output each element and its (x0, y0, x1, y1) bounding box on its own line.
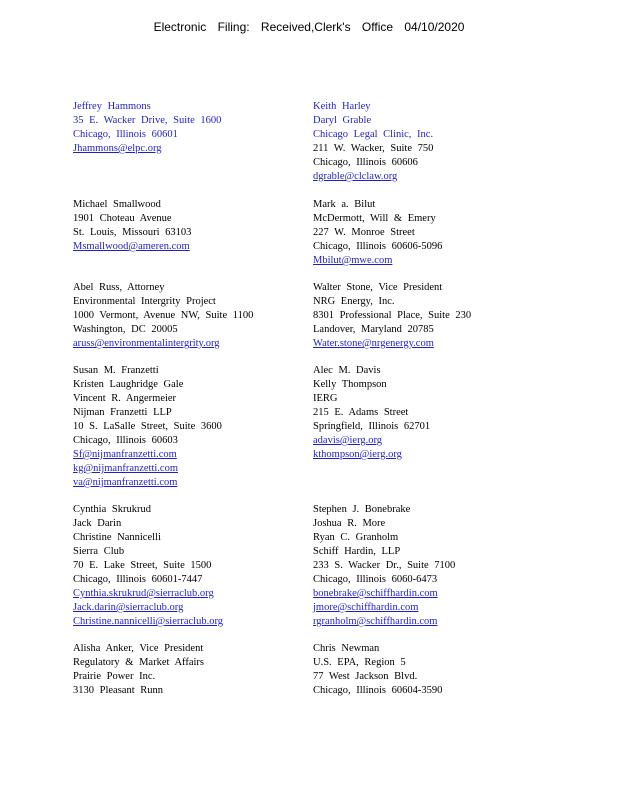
service-block-bilut (313, 198, 442, 268)
address-text: Chicago, Illinois 60606 (313, 157, 418, 168)
filing-header: Electronic Filing: Received,Clerk's Office 04/10/2020 (153, 20, 465, 34)
address-text: Daryl Grable (313, 115, 372, 126)
email-text[interactable]: Msmallwood@ameren.com (73, 241, 190, 252)
service-block-russ (73, 281, 253, 351)
address-text: 233 S. Wacker Dr., Suite 7100 (313, 560, 456, 571)
email-link[interactable] (313, 170, 433, 184)
address-line (313, 142, 433, 156)
address-text: Kristen Laughridge Gale (73, 379, 184, 390)
email-link[interactable] (73, 587, 223, 601)
address-text: 10 S. LaSalle Street, Suite 3600 (73, 421, 222, 432)
service-block-smallwood (73, 198, 191, 254)
address-text: Mark a. Bilut (313, 199, 376, 210)
address-line (73, 295, 253, 309)
address-text: Michael Smallwood (73, 199, 161, 210)
address-line (73, 517, 223, 531)
address-text: Prairie Power Inc. (73, 671, 156, 682)
address-text: 215 E. Adams Street (313, 407, 409, 418)
service-block-anker (73, 642, 204, 698)
service-block-schiff-hardin (313, 503, 455, 629)
email-text[interactable]: Jhammons@elpc.org (73, 143, 162, 154)
address-text: 1901 Choteau Avenue (73, 213, 172, 224)
address-line (313, 559, 455, 573)
email-link[interactable] (313, 434, 430, 448)
address-line (73, 128, 221, 142)
address-line (73, 670, 204, 684)
email-text[interactable]: dgrable@clclaw.org (313, 171, 398, 182)
address-text: Vincent R. Angermeier (73, 393, 177, 404)
address-line (73, 434, 222, 448)
address-text: Environmental Intergrity Project (73, 296, 216, 307)
address-line (73, 545, 223, 559)
service-block-sierra-club (73, 503, 223, 629)
address-line (313, 281, 471, 295)
address-text: Chicago, Illinois 60604-3590 (313, 685, 443, 696)
address-text: 35 E. Wacker Drive, Suite 1600 (73, 115, 222, 126)
email-link[interactable] (313, 337, 471, 351)
address-line (313, 573, 455, 587)
service-block-newman (313, 642, 442, 698)
address-text: U.S. EPA, Region 5 (313, 657, 406, 668)
address-line (73, 573, 223, 587)
address-text: Keith Harley (313, 101, 371, 112)
address-line (313, 364, 430, 378)
address-text: Abel Russ, Attorney (73, 282, 165, 293)
address-line (313, 212, 442, 226)
address-line (313, 656, 442, 670)
email-link[interactable] (73, 142, 221, 156)
email-text[interactable]: Mbilut@mwe.com (313, 255, 393, 266)
address-text: Susan M. Franzetti (73, 365, 159, 376)
address-text: Chicago, Illinois 60601 (73, 129, 178, 140)
email-link[interactable] (313, 601, 455, 615)
address-text: NRG Energy, Inc. (313, 296, 395, 307)
address-line (73, 281, 253, 295)
address-line (73, 531, 223, 545)
address-text: 227 W. Monroe Street (313, 227, 415, 238)
address-line (73, 503, 223, 517)
email-text[interactable]: va@nijmanfranzetti.com (73, 477, 178, 488)
address-text: 70 E. Lake Street, Suite 1500 (73, 560, 212, 571)
address-line (313, 226, 442, 240)
address-line (313, 517, 455, 531)
address-line (313, 323, 471, 337)
address-line (313, 503, 455, 517)
address-text: Chicago, Illinois 60606-5096 (313, 241, 443, 252)
email-text[interactable]: aruss@environmentalintergrity.org (73, 338, 220, 349)
address-line (73, 420, 222, 434)
service-block-stone (313, 281, 471, 351)
address-line (313, 156, 433, 170)
email-link[interactable] (73, 337, 253, 351)
address-line (313, 295, 471, 309)
address-line (313, 128, 433, 142)
address-line (73, 100, 221, 114)
address-line (313, 100, 433, 114)
email-link[interactable] (313, 254, 442, 268)
address-text: Chicago, Illinois 6060-6473 (313, 574, 438, 585)
address-text: Walter Stone, Vice President (313, 282, 443, 293)
address-line (73, 323, 253, 337)
address-line (313, 531, 455, 545)
email-link[interactable] (73, 240, 191, 254)
address-text: Alisha Anker, Vice President (73, 643, 204, 654)
address-text: 3130 Pleasant Runn (73, 685, 163, 696)
address-text: Chicago, Illinois 60603 (73, 435, 178, 446)
address-text: Nijman Franzetti LLP (73, 407, 172, 418)
address-text: Washington, DC 20005 (73, 324, 178, 335)
email-text[interactable]: Water.stone@nrgenergy.com (313, 338, 434, 349)
email-text[interactable]: kthompson@ierg.org (313, 449, 402, 460)
address-text: Cynthia Skrukrud (73, 504, 151, 515)
address-text: Chris Newman (313, 643, 380, 654)
address-line (73, 642, 204, 656)
email-text[interactable]: kg@nijmanfranzetti.com (73, 463, 179, 474)
email-link[interactable] (73, 601, 223, 615)
email-text[interactable]: rgranholm@schiffhardin.com (313, 616, 438, 627)
address-line (73, 656, 204, 670)
address-line (73, 378, 222, 392)
address-text: Springfield, Illinois 62701 (313, 421, 431, 432)
address-line (313, 114, 433, 128)
email-link[interactable] (73, 462, 222, 476)
address-text: Joshua R. More (313, 518, 386, 529)
email-text[interactable]: Jack.darin@sierraclub.org (73, 602, 184, 613)
address-line (73, 212, 191, 226)
address-text: Landover, Maryland 20785 (313, 324, 434, 335)
address-line (73, 114, 221, 128)
address-text: Jack Darin (73, 518, 122, 529)
address-text: Chicago, Illinois 60601-7447 (73, 574, 203, 585)
address-text: Kelly Thompson (313, 379, 387, 390)
email-text[interactable]: adavis@ierg.org (313, 435, 383, 446)
address-line (73, 406, 222, 420)
email-link[interactable] (313, 448, 430, 462)
address-text: 211 W. Wacker, Suite 750 (313, 143, 434, 154)
service-block-ierg (313, 364, 430, 462)
address-line (73, 198, 191, 212)
address-text: Chicago Legal Clinic, Inc. (313, 129, 434, 140)
address-line (313, 545, 455, 559)
address-line (313, 670, 442, 684)
address-text: 8301 Professional Place, Suite 230 (313, 310, 472, 321)
address-text: Christine Nannicelli (73, 532, 161, 543)
address-line (73, 309, 253, 323)
email-text[interactable]: Sf@nijmanfranzetti.com (73, 449, 177, 460)
address-line (313, 240, 442, 254)
address-line (313, 406, 430, 420)
address-text: 77 West Jackson Blvd. (313, 671, 418, 682)
address-text: Schiff Hardin, LLP (313, 546, 401, 557)
address-text: St. Louis, Missouri 63103 (73, 227, 192, 238)
address-line (73, 226, 191, 240)
address-text: Stephen J. Bonebrake (313, 504, 411, 515)
address-text: Regulatory & Market Affairs (73, 657, 204, 668)
address-text: 1000 Vermont, Avenue NW, Suite 1100 (73, 310, 254, 321)
address-text: Ryan C. Granholm (313, 532, 399, 543)
address-line (73, 364, 222, 378)
address-text: McDermott, Will & Emery (313, 213, 436, 224)
address-line (313, 392, 430, 406)
email-link[interactable] (73, 615, 223, 629)
email-link[interactable] (313, 587, 455, 601)
service-block-franzetti (73, 364, 222, 490)
address-line (73, 559, 223, 573)
address-text: Jeffrey Hammons (73, 101, 151, 112)
email-text[interactable]: Christine.nannicelli@sierraclub.org (73, 616, 224, 627)
email-text[interactable]: jmore@schiffhardin.com (313, 602, 419, 613)
address-line (313, 198, 442, 212)
address-text: Sierra Club (73, 546, 125, 557)
email-text[interactable]: Cynthia.skrukrud@sierraclub.org (73, 588, 214, 599)
service-block-harley (313, 100, 433, 184)
address-line (313, 378, 430, 392)
address-text: Alec M. Davis (313, 365, 381, 376)
address-line (313, 684, 442, 698)
address-line (313, 420, 430, 434)
email-link[interactable] (73, 476, 222, 490)
address-line (313, 642, 442, 656)
email-link[interactable] (73, 448, 222, 462)
address-line (73, 392, 222, 406)
address-text: IERG (313, 393, 338, 404)
service-block-hammons (73, 100, 221, 156)
address-line (313, 309, 471, 323)
address-line (73, 684, 204, 698)
email-link[interactable] (313, 615, 455, 629)
email-text[interactable]: bonebrake@schiffhardin.com (313, 588, 438, 599)
